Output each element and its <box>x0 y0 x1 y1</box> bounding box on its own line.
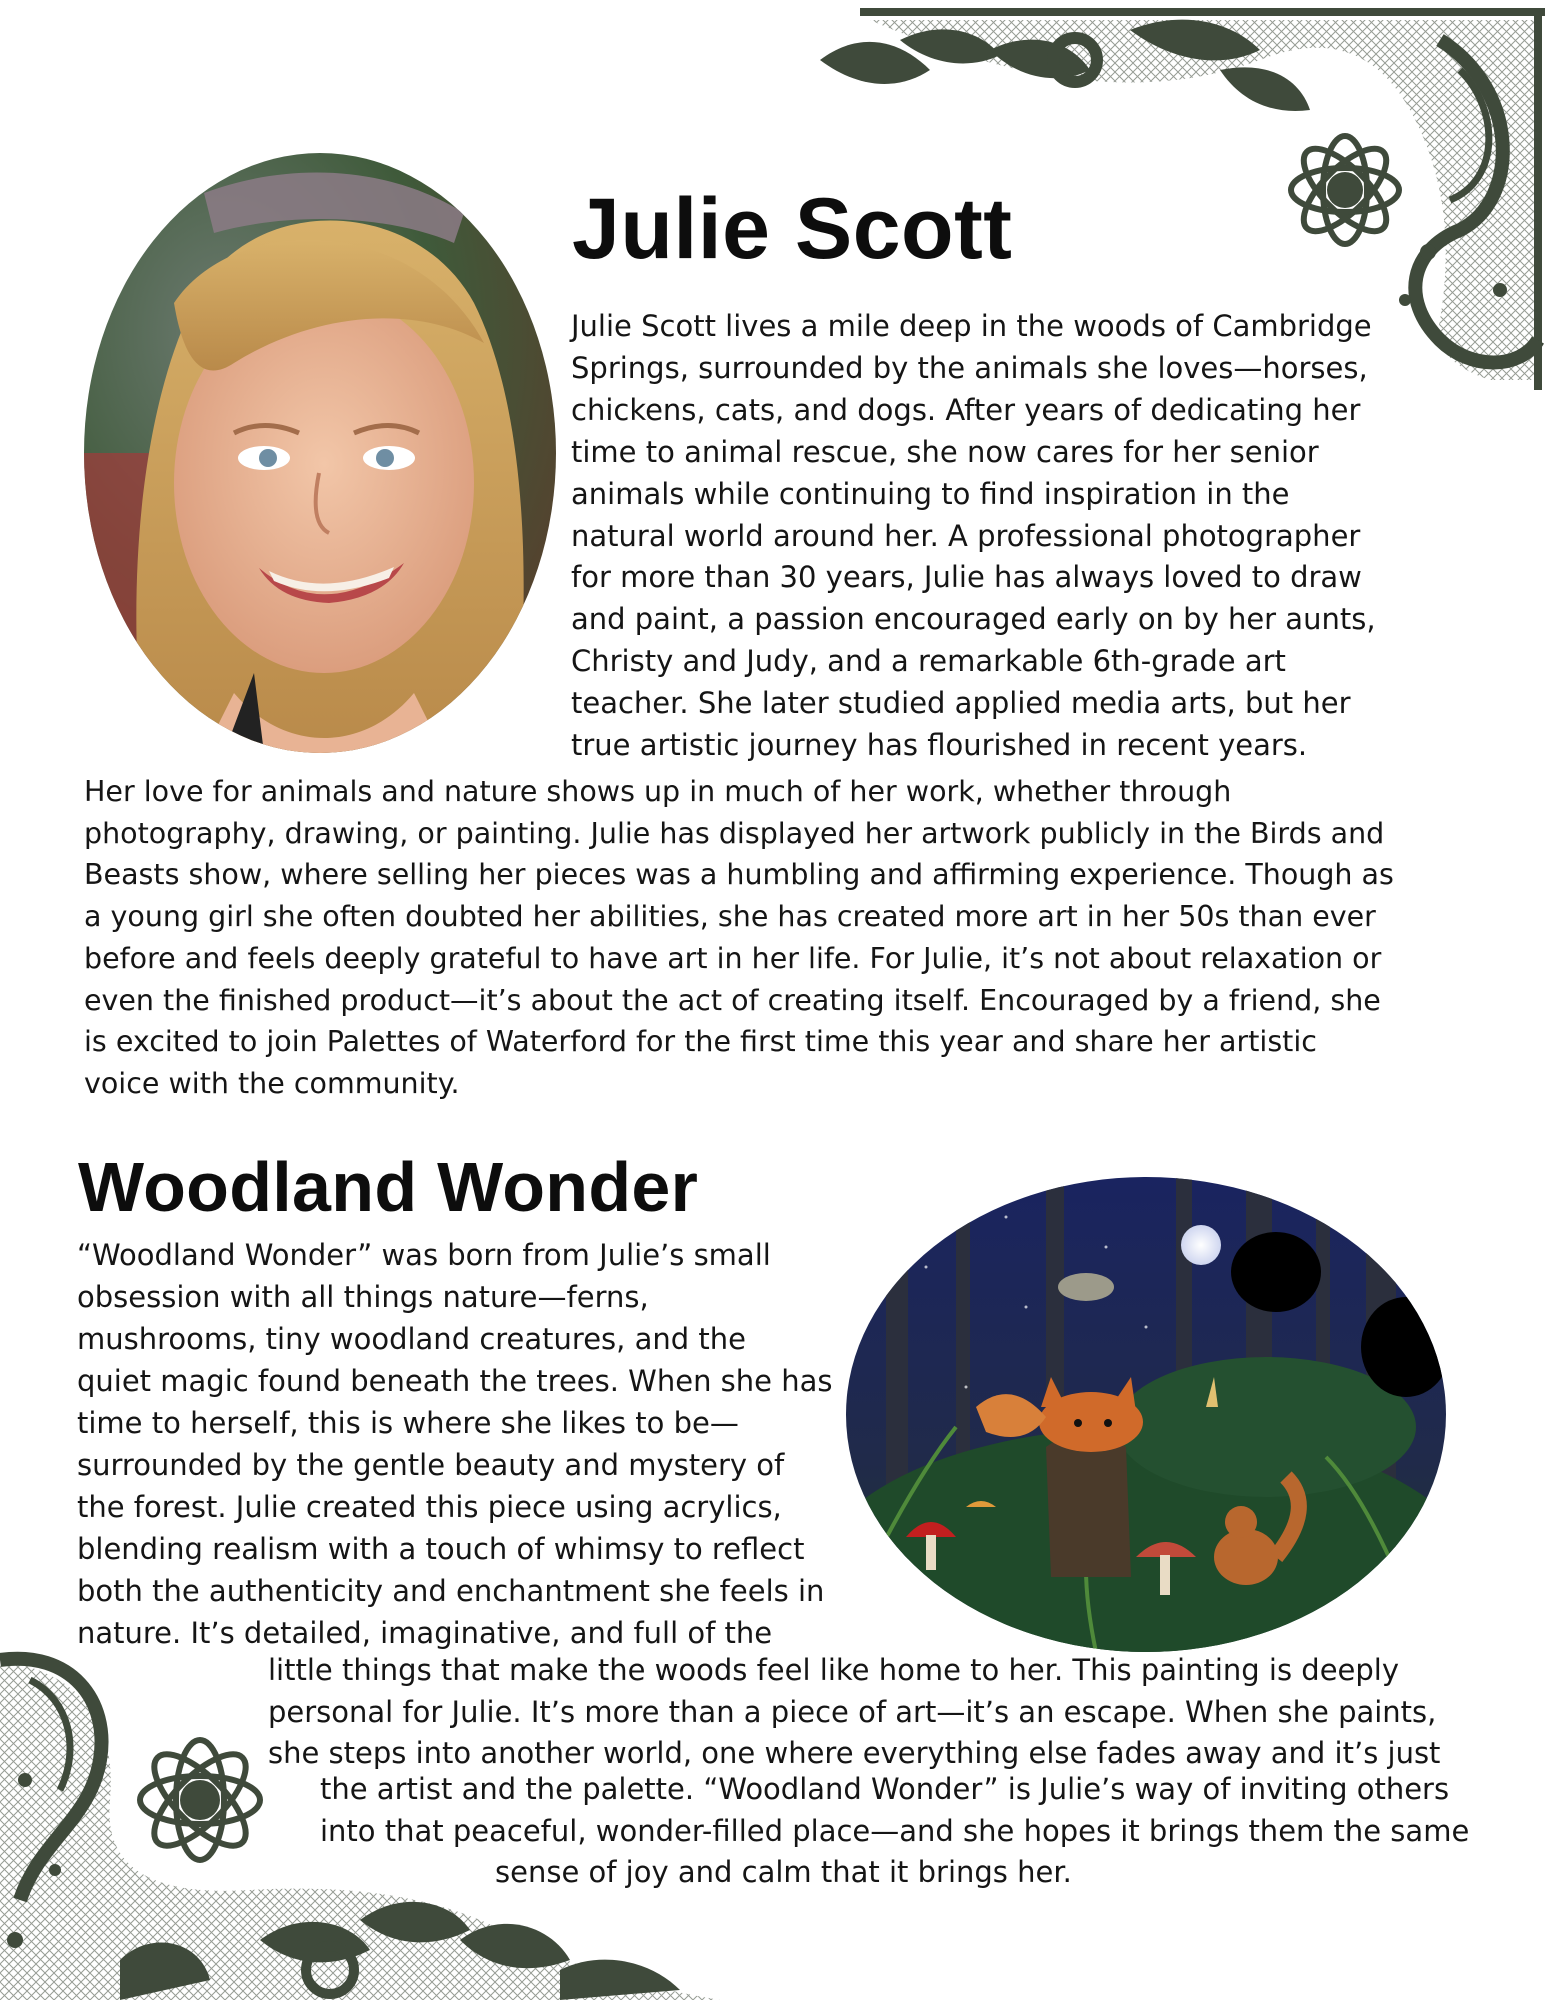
artwork-line: obsession with all things nature—ferns, <box>77 1280 649 1314</box>
artwork-painting-image <box>846 1177 1446 1652</box>
artwork-line: nature. It’s detailed, imaginative, and full of the <box>77 1616 773 1650</box>
bio-line: and paint, a passion encouraged early on by her aunts, <box>571 602 1376 637</box>
bio-line: Julie Scott lives a mile deep in the woods of Cambridge <box>571 309 1372 343</box>
artwork-line: she steps into another world, one where everything else fades away and it’s just <box>268 1736 1441 1771</box>
artwork-line: personal for Julie. It’s more than a piece of art—it’s an escape. When she paints, <box>268 1694 1437 1729</box>
bio-line: even the finished product—it’s about the act of creating itself. Encouraged by a friend, she <box>84 983 1381 1017</box>
bio-line: animals while continuing to find inspiration in the <box>571 476 1290 511</box>
artwork-line: both the authenticity and enchantment she feels in <box>77 1574 825 1608</box>
artwork-description-beside-image <box>77 1234 832 1654</box>
artwork-line: quiet magic found beneath the trees. When she has <box>77 1364 833 1398</box>
artwork-line: into that peaceful, wonder-filled place—and she hopes it brings them the same <box>320 1813 1470 1848</box>
artist-name-heading: Julie Scott <box>572 181 1013 277</box>
bio-line: voice with the community. <box>84 1066 460 1100</box>
bio-line: Beasts show, where selling her pieces was a humbling and affirming experience. Though as <box>84 858 1394 892</box>
bio-line: Springs, surrounded by the animals she loves—horses, <box>571 350 1368 385</box>
artist-portrait-photo <box>84 153 556 753</box>
artwork-title-heading: Woodland Wonder <box>78 1148 699 1226</box>
artwork-line: time to herself, this is where she likes to be— <box>77 1406 739 1440</box>
bio-line: teacher. She later studied applied media arts, but her <box>571 686 1351 721</box>
bio-line: for more than 30 years, Julie has always loved to draw <box>571 560 1362 595</box>
artwork-line: mushrooms, tiny woodland creatures, and the <box>77 1322 746 1356</box>
bio-line: chickens, cats, and dogs. After years of dedicating her <box>571 392 1361 427</box>
bio-line: a young girl she often doubted her abilities, she has created more art in her 50s than ever <box>84 900 1376 934</box>
artwork-line: “Woodland Wonder” was born from Julie’s small <box>77 1238 771 1272</box>
artwork-line: little things that make the woods feel like home to her. This painting is deeply <box>268 1653 1400 1687</box>
artist-bio-continued <box>84 771 1394 1105</box>
bio-line: Her love for animals and nature shows up in much of her work, whether through <box>84 775 1232 808</box>
artwork-line: the forest. Julie created this piece using acrylics, <box>77 1490 782 1524</box>
bio-line: Christy and Judy, and a remarkable 6th-grade art <box>571 644 1286 679</box>
bio-line: time to animal rescue, she now cares for her senior <box>571 434 1319 469</box>
artist-bio-beside-photo <box>571 306 1376 767</box>
artwork-line: sense of joy and calm that it brings her. <box>495 1855 1072 1890</box>
bio-line: natural world around her. A professional photographer <box>571 518 1361 553</box>
artwork-line: the artist and the palette. “Woodland Wonder” is Julie’s way of inviting others <box>320 1772 1450 1806</box>
bio-line: true artistic journey has flourished in recent years. <box>571 728 1308 763</box>
bio-line: photography, drawing, or painting. Julie has displayed her artwork publicly in the Birds and <box>84 816 1385 850</box>
artwork-line: blending realism with a touch of whimsy to reflect <box>77 1532 805 1566</box>
artwork-line: surrounded by the gentle beauty and mystery of <box>77 1448 785 1482</box>
bio-line: before and feels deeply grateful to have art in her life. For Julie, it’s not about relaxation or <box>84 941 1382 975</box>
bio-line: is excited to join Palettes of Waterford for the first time this year and share her artistic <box>84 1025 1317 1059</box>
